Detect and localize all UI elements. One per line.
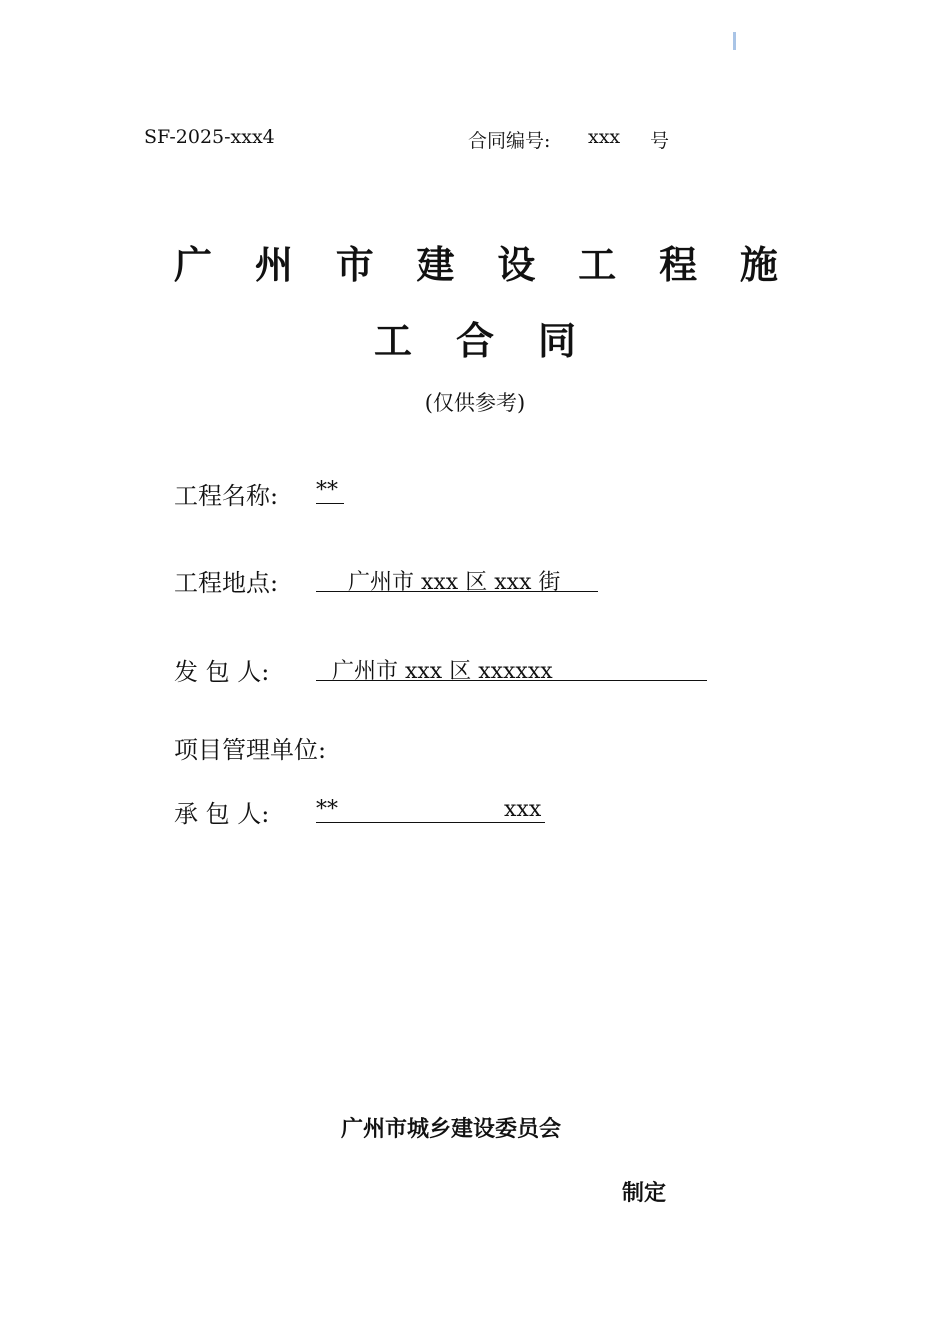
title-char: 设 bbox=[497, 242, 536, 287]
title-char: 州 bbox=[254, 242, 293, 287]
document-subtitle: (仅供参考) bbox=[424, 391, 526, 415]
contract-number-suffix: 号 bbox=[650, 130, 670, 152]
title-char: 建 bbox=[416, 242, 455, 287]
contractor-underline bbox=[316, 822, 545, 823]
management-unit-label: 项目管理单位: bbox=[174, 736, 327, 764]
project-name-underline bbox=[316, 503, 344, 504]
title-char: 工 bbox=[578, 242, 617, 287]
text-cursor-mark bbox=[733, 32, 736, 50]
employer-underline bbox=[316, 680, 707, 681]
contractor-value-a: ** bbox=[316, 797, 338, 822]
contractor-value-b: xxx bbox=[504, 797, 542, 822]
contract-number-label: 合同编号: bbox=[468, 130, 551, 152]
document-title-line-1 bbox=[174, 234, 778, 289]
title-char: 程 bbox=[659, 242, 698, 287]
issued-label: 制定 bbox=[622, 1180, 667, 1206]
project-location-value: 广州市 xxx 区 xxx 街 bbox=[348, 570, 561, 595]
title-char: 合 bbox=[455, 318, 494, 363]
title-char: 广 bbox=[174, 242, 213, 287]
project-location-underline bbox=[316, 591, 598, 592]
title-char: 市 bbox=[335, 242, 374, 287]
issuer-name: 广州市城乡建设委员会 bbox=[341, 1116, 562, 1142]
title-char: 施 bbox=[739, 242, 778, 287]
employer-label: 发 包 人: bbox=[174, 658, 270, 686]
document-code: SF-2025-xxx4 bbox=[144, 126, 275, 148]
title-char: 工 bbox=[374, 318, 413, 363]
project-location-label: 工程地点: bbox=[174, 569, 279, 597]
title-char: 同 bbox=[537, 318, 576, 363]
document-title-line-2 bbox=[374, 310, 576, 365]
contractor-label: 承 包 人: bbox=[174, 800, 270, 828]
contract-number-value: xxx bbox=[588, 126, 621, 148]
employer-value: 广州市 xxx 区 xxxxxx bbox=[332, 659, 553, 684]
project-name-label: 工程名称: bbox=[174, 482, 279, 510]
project-name-value: ** bbox=[316, 478, 338, 503]
